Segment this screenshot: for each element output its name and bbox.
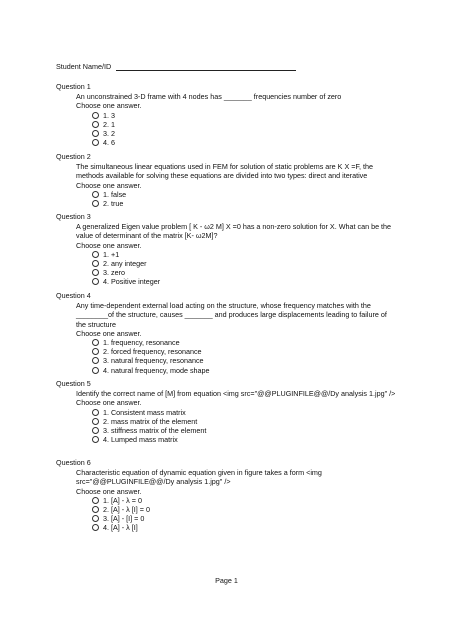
radio-button[interactable] <box>92 506 99 513</box>
option-3[interactable] <box>92 268 396 277</box>
radio-button[interactable] <box>92 436 99 443</box>
question-text: Any time-dependent external load acting on the structure, whose frequency matches with the ________of the structure, causes _______ and produces large displacements leading to failure of the structure <box>76 301 387 329</box>
option-label: 3. [A] - [I] = 0 <box>103 514 145 524</box>
option-2[interactable] <box>92 259 396 268</box>
radio-button[interactable] <box>92 251 99 258</box>
radio-button[interactable] <box>92 367 99 374</box>
option-2[interactable] <box>92 417 396 426</box>
option-4[interactable] <box>92 277 396 286</box>
option-4[interactable] <box>92 523 396 532</box>
question-title: Question 6 <box>56 458 91 467</box>
choose-prompt: Choose one answer. <box>76 101 142 111</box>
question-title: Question 4 <box>56 291 91 300</box>
question-title: Question 1 <box>56 82 91 91</box>
radio-button[interactable] <box>92 515 99 522</box>
radio-button[interactable] <box>92 112 99 119</box>
option-4[interactable] <box>92 435 396 444</box>
radio-button[interactable] <box>92 524 99 531</box>
option-label: 3. natural frequency, resonance <box>103 356 204 366</box>
option-label: 2. [A] - λ [I] = 0 <box>103 505 150 514</box>
student-label: Student Name/ID <box>56 62 112 71</box>
radio-button[interactable] <box>92 418 99 425</box>
option-1[interactable] <box>92 111 396 120</box>
radio-button[interactable] <box>92 191 99 198</box>
question-text: Identify the correct name of [M] from equation <img src="@@PLUGINFILE@@/Dy analysis 1.jpg" /> <box>76 389 396 399</box>
radio-button[interactable] <box>92 200 99 207</box>
option-label: 1. Consistent mass matrix <box>103 407 186 417</box>
option-1[interactable] <box>92 250 396 259</box>
choose-prompt: Choose one answer. <box>76 486 142 496</box>
option-3[interactable] <box>92 356 396 365</box>
radio-button[interactable] <box>92 497 99 504</box>
option-1[interactable] <box>92 496 396 505</box>
radio-button[interactable] <box>92 409 99 416</box>
choose-prompt: Choose one answer. <box>76 398 142 408</box>
student-name-field <box>56 62 296 71</box>
question-4 <box>56 291 396 375</box>
option-label: 2. 1 <box>103 119 115 129</box>
option-label: 3. 2 <box>103 128 115 138</box>
option-label: 2. any integer <box>103 259 147 268</box>
question-6 <box>56 458 396 533</box>
student-name-line <box>116 63 296 71</box>
option-label: 1. 3 <box>103 110 115 120</box>
option-2[interactable] <box>92 505 396 514</box>
option-2[interactable] <box>92 120 396 129</box>
radio-button[interactable] <box>92 139 99 146</box>
choose-prompt: Choose one answer. <box>76 180 142 190</box>
question-3 <box>56 212 396 287</box>
radio-button[interactable] <box>92 269 99 276</box>
radio-button[interactable] <box>92 339 99 346</box>
radio-button[interactable] <box>92 278 99 285</box>
question-title: Question 3 <box>56 212 91 221</box>
option-label: 4. Positive integer <box>103 277 161 287</box>
option-1[interactable] <box>92 338 396 347</box>
choose-prompt: Choose one answer. <box>76 328 142 338</box>
question-1 <box>56 82 396 147</box>
option-label: 2. forced frequency, resonance <box>103 347 202 357</box>
radio-button[interactable] <box>92 348 99 355</box>
option-label: 1. false <box>103 189 127 199</box>
radio-button[interactable] <box>92 260 99 267</box>
option-label: 2. mass matrix of the element <box>103 416 198 426</box>
radio-button[interactable] <box>92 427 99 434</box>
choose-prompt: Choose one answer. <box>76 240 142 250</box>
option-3[interactable] <box>92 129 396 138</box>
option-label: 2. true <box>103 199 124 208</box>
radio-button[interactable] <box>92 121 99 128</box>
option-label: 3. zero <box>103 268 125 278</box>
question-2 <box>56 152 396 208</box>
option-4[interactable] <box>92 138 396 147</box>
option-2[interactable] <box>92 347 396 356</box>
option-3[interactable] <box>92 426 396 435</box>
option-label: 1. frequency, resonance <box>103 338 180 348</box>
page-number: Page 1 <box>215 576 238 585</box>
option-3[interactable] <box>92 514 396 523</box>
option-1[interactable] <box>92 190 396 199</box>
option-label: 1. +1 <box>103 249 120 259</box>
option-label: 4. Lumped mass matrix <box>103 435 178 445</box>
question-5 <box>56 379 396 444</box>
question-text: The simultaneous linear equations used in FEM for solution of static problems are K X =F, the methods available for solving these equations are divided into two types: direct and iterative <box>76 162 374 181</box>
question-text: A generalized Eigen value problem [ K - ω2 M] X =0 has a non-zero solution for X. What can be the value of determinant of the matrix [K- ω2M]? <box>76 222 392 241</box>
radio-button[interactable] <box>92 357 99 364</box>
option-label: 4. natural frequency, mode shape <box>103 365 210 375</box>
option-label: 3. stiffness matrix of the element <box>103 425 207 435</box>
question-title: Question 2 <box>56 152 91 161</box>
option-label: 1. [A] - λ = 0 <box>103 495 142 505</box>
question-text: Characteristic equation of dynamic equation given in figure takes a form <img src="@@PLUGINFILE@@/Dy analysis 1.jpg" /> <box>76 468 322 487</box>
option-2[interactable] <box>92 199 396 208</box>
question-text: An unconstrained 3-D frame with 4 nodes has _______ frequencies number of zero <box>76 92 342 102</box>
radio-button[interactable] <box>92 130 99 137</box>
option-label: 4. 6 <box>103 138 115 148</box>
question-title: Question 5 <box>56 379 91 388</box>
option-1[interactable] <box>92 408 396 417</box>
option-4[interactable] <box>92 366 396 375</box>
option-label: 4. [A] - λ [I] <box>103 523 138 533</box>
